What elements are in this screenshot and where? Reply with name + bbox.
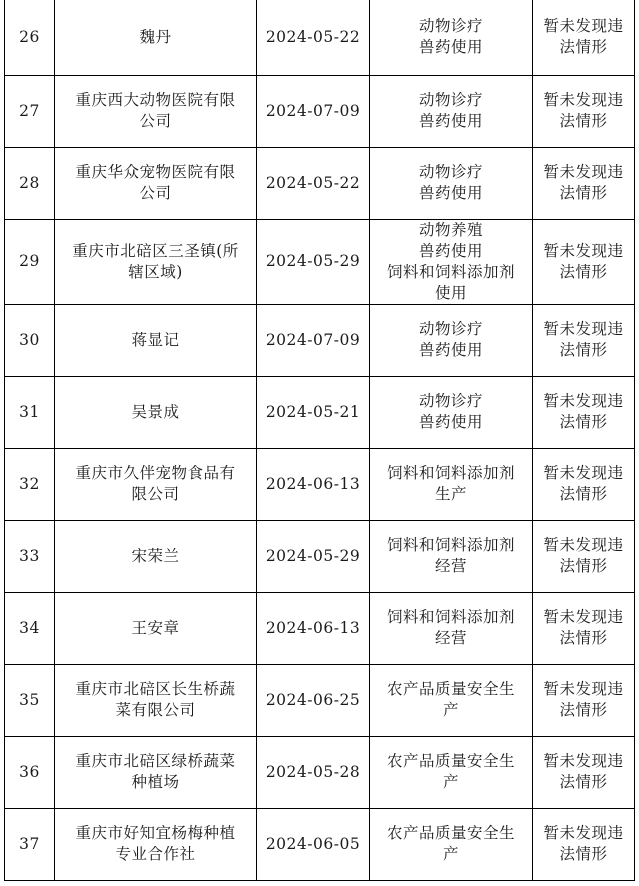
inspection-category-cell: 动物诊疗 兽药使用 — [370, 376, 533, 448]
entity-name-cell: 重庆市北碚区绿桥蔬菜 种植场 — [55, 736, 257, 808]
inspection-date-cell: 2024-05-29 — [257, 520, 370, 592]
inspection-date-cell: 2024-05-21 — [257, 376, 370, 448]
inspection-result-cell: 暂未发现违 法情形 — [533, 376, 635, 448]
entity-name-cell: 重庆市北碚区三圣镇(所 辖区域) — [55, 219, 257, 304]
table-row — [5, 736, 635, 808]
entity-name-cell: 魏丹 — [55, 0, 257, 75]
row-number-cell: 29 — [5, 219, 55, 304]
inspection-category-cell: 农产品质量安全生 产 — [370, 664, 533, 736]
table-row — [5, 808, 635, 880]
row-number-cell: 37 — [5, 808, 55, 880]
inspection-date-cell: 2024-05-29 — [257, 219, 370, 304]
inspection-category-cell: 动物诊疗 兽药使用 — [370, 147, 533, 219]
inspection-category-cell: 农产品质量安全生 产 — [370, 736, 533, 808]
inspection-result-cell: 暂未发现违 法情形 — [533, 520, 635, 592]
inspection-results-table — [4, 0, 635, 881]
table-row — [5, 0, 635, 75]
row-number-cell: 28 — [5, 147, 55, 219]
table-row — [5, 75, 635, 147]
inspection-category-cell: 农产品质量安全生 产 — [370, 808, 533, 880]
entity-name-cell: 蒋显记 — [55, 304, 257, 376]
table-row — [5, 664, 635, 736]
inspection-result-cell: 暂未发现违 法情形 — [533, 75, 635, 147]
row-number-cell: 26 — [5, 0, 55, 75]
row-number-cell: 32 — [5, 448, 55, 520]
inspection-date-cell: 2024-06-13 — [257, 592, 370, 664]
row-number-cell: 31 — [5, 376, 55, 448]
inspection-date-cell: 2024-05-28 — [257, 736, 370, 808]
entity-name-cell: 重庆市好知宜杨梅种植 专业合作社 — [55, 808, 257, 880]
entity-name-cell: 重庆西大动物医院有限 公司 — [55, 75, 257, 147]
table-body — [5, 0, 635, 880]
row-number-cell: 27 — [5, 75, 55, 147]
entity-name-cell: 重庆市北碚区长生桥蔬 菜有限公司 — [55, 664, 257, 736]
inspection-category-cell: 动物诊疗 兽药使用 — [370, 0, 533, 75]
inspection-result-cell: 暂未发现违 法情形 — [533, 304, 635, 376]
row-number-cell: 30 — [5, 304, 55, 376]
inspection-category-cell: 动物养殖 兽药使用 饲料和饲料添加剂 使用 — [370, 219, 533, 304]
inspection-date-cell: 2024-06-05 — [257, 808, 370, 880]
inspection-result-cell: 暂未发现违 法情形 — [533, 0, 635, 75]
entity-name-cell: 王安章 — [55, 592, 257, 664]
inspection-date-cell: 2024-07-09 — [257, 304, 370, 376]
inspection-result-cell: 暂未发现违 法情形 — [533, 147, 635, 219]
inspection-table-container — [4, 0, 635, 881]
table-row — [5, 520, 635, 592]
inspection-category-cell: 动物诊疗 兽药使用 — [370, 75, 533, 147]
table-row — [5, 592, 635, 664]
inspection-date-cell: 2024-06-13 — [257, 448, 370, 520]
table-row — [5, 304, 635, 376]
inspection-result-cell: 暂未发现违 法情形 — [533, 219, 635, 304]
inspection-result-cell: 暂未发现违 法情形 — [533, 808, 635, 880]
inspection-date-cell: 2024-05-22 — [257, 147, 370, 219]
inspection-result-cell: 暂未发现违 法情形 — [533, 592, 635, 664]
row-number-cell: 35 — [5, 664, 55, 736]
table-row — [5, 376, 635, 448]
entity-name-cell: 重庆市久伴宠物食品有 限公司 — [55, 448, 257, 520]
inspection-result-cell: 暂未发现违 法情形 — [533, 736, 635, 808]
table-row — [5, 219, 635, 304]
entity-name-cell: 宋荣兰 — [55, 520, 257, 592]
inspection-date-cell: 2024-07-09 — [257, 75, 370, 147]
entity-name-cell: 重庆华众宠物医院有限 公司 — [55, 147, 257, 219]
table-row — [5, 448, 635, 520]
row-number-cell: 33 — [5, 520, 55, 592]
row-number-cell: 34 — [5, 592, 55, 664]
table-row — [5, 147, 635, 219]
inspection-date-cell: 2024-06-25 — [257, 664, 370, 736]
entity-name-cell: 吴景成 — [55, 376, 257, 448]
inspection-category-cell: 饲料和饲料添加剂 经营 — [370, 520, 533, 592]
inspection-date-cell: 2024-05-22 — [257, 0, 370, 75]
inspection-category-cell: 饲料和饲料添加剂 生产 — [370, 448, 533, 520]
inspection-category-cell: 动物诊疗 兽药使用 — [370, 304, 533, 376]
inspection-result-cell: 暂未发现违 法情形 — [533, 448, 635, 520]
inspection-category-cell: 饲料和饲料添加剂 经营 — [370, 592, 533, 664]
row-number-cell: 36 — [5, 736, 55, 808]
inspection-result-cell: 暂未发现违 法情形 — [533, 664, 635, 736]
